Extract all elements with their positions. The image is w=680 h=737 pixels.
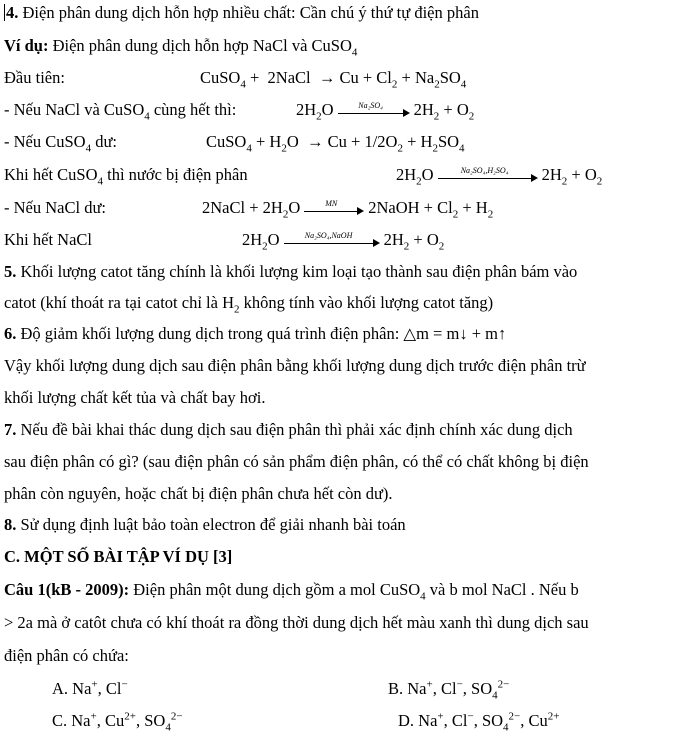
reaction-arrow: Na₂SO₄ (338, 104, 410, 118)
example-text: Điện phân dung dịch hỗn hợp NaCl và CuSO (48, 36, 352, 55)
case-3-label: Khi hết CuSO (4, 165, 98, 184)
example-line (4, 36, 358, 59)
first-label: Đầu tiên: (4, 68, 65, 87)
section-6-number: 6. (4, 324, 17, 343)
case-4-label: - Nếu NaCl dư: (4, 198, 106, 217)
option-a-letter: A. (52, 679, 69, 698)
case-5-label: Khi hết NaCl (4, 230, 92, 249)
section-6-para-1: Vậy khối lượng dung dịch sau điện phân bằng khối lượng dung dịch trước điện phân trừ (4, 356, 586, 375)
equation-6: $2H_2O$ Na₂SO₄,NaOH $2H_2 + O_2$ (242, 230, 445, 253)
question-1-line-3: điện phân có chứa: (4, 646, 129, 665)
section-7-line-3: phân còn nguyên, hoặc chất bị điện phân chưa hết còn dư). (4, 484, 393, 503)
case-1: - Nếu NaCl và CuSO$_4$ cùng hết thì: (4, 100, 237, 123)
section-4 (4, 3, 479, 23)
section-5-line-2: catot (khí thoát ra tại catot chỉ là $H_2$ không tính vào khối lượng catot tăng) (4, 293, 494, 316)
example-sub: 4 (351, 46, 358, 59)
section-7-number: 7. (4, 420, 17, 439)
section-5-number: 5. (4, 262, 17, 281)
option-b[interactable]: B. Na+, Cl−, $SO_4^{2-}$ (388, 678, 510, 702)
reaction-arrow: Na₂SO₄,H₂SO₄ (438, 169, 538, 183)
case-2: - Nếu CuSO$_4$ dư: (4, 132, 117, 155)
case-1-label-b: cùng hết thì: (149, 100, 237, 119)
equation-4: $2H_2O$ Na₂SO₄,H₂SO₄ $2H_2 + O_2$ (396, 165, 603, 188)
section-8-line: 8. Sử dụng định luật bảo toàn electron để giải nhanh bài toán (4, 515, 406, 534)
section-4-text: Điện phân dung dịch hỗn hợp nhiều chất: Cần chú ý thứ tự điện phân (18, 3, 479, 22)
reaction-arrow: Na₂SO₄,NaOH (284, 234, 380, 248)
section-4-number: 4. (6, 3, 19, 22)
question-1-line-1: Câu 1(kB - 2009): Điện phân một dung dịch gồm a mol CuSO$_4$ và b mol NaCl . Nếu b (4, 580, 579, 603)
option-c[interactable]: C. Na+, $Cu^{2+}$, $SO_4^{2-}$ (52, 710, 183, 734)
option-c-letter: C. (52, 711, 68, 730)
text-cursor (4, 4, 5, 21)
section-6-line (4, 324, 506, 344)
reaction-arrow: MN (304, 202, 364, 216)
question-1-label: Câu 1(kB - 2009): (4, 580, 130, 599)
case-3-label-b: thì nước bị điện phân (103, 165, 248, 184)
equation-1: CuSO$_4$ + 2NaCl → $Cu + Cl_2 + Na_2SO_4$ (200, 68, 467, 91)
case-2-label: - Nếu CuSO (4, 132, 86, 151)
option-d-letter: D. (398, 711, 415, 730)
section-7-line-1: 7. Nếu đề bài khai thác dung dịch sau điện phân thì phải xác định chính xác dung dịch (4, 420, 573, 439)
section-5-line-1 (4, 262, 577, 282)
case-1-label: - Nếu NaCl và CuSO (4, 100, 145, 119)
section-5-text: Khối lượng catot tăng chính là khối lượng kim loại tạo thành sau điện phân bám vào (16, 262, 578, 281)
question-1-line-2: > 2a mà ở catôt chưa có khí thoát ra đồng thời dung dịch hết màu xanh thì dung dịch sau (4, 613, 589, 632)
section-heading: C. MỘT SỐ BÀI TẬP VÍ DỤ [3] (4, 547, 233, 566)
case-3: Khi hết CuSO$_4$ thì nước bị điện phân (4, 165, 248, 188)
section-6-para-2: khối lượng chất kết tủa và chất bay hơi. (4, 388, 266, 407)
case-2-label-b: dư: (91, 132, 117, 151)
option-b-letter: B. (388, 679, 404, 698)
section-7-line-2: sau điện phân có gì? (sau điện phân có sản phẩm điện phân, có thể có chất không bị điện (4, 452, 589, 471)
equation-2: $2H_2O$ Na₂SO₄ $2H_2 + O_2$ (296, 100, 475, 123)
equation-3: CuSO$_4$ + $H_2O \to Cu + 1/2O_2 + H_2SO_4$ (206, 132, 465, 155)
example-label: Ví dụ: (4, 36, 49, 55)
section-6-text: Độ giảm khối lượng dung dịch trong quá trình điện phân: △m = m↓ + m↑ (16, 324, 507, 343)
section-8-number: 8. (4, 515, 17, 534)
option-a[interactable]: A. Na+, Cl− (52, 678, 128, 698)
equation-5: 2NaCl + $2H_2O$ MN 2NaOH + $Cl_2 + H_2$ (202, 198, 494, 221)
option-d[interactable]: D. Na+, Cl−, $SO_4^{2-}$, $Cu^{2+}$ (398, 710, 560, 734)
